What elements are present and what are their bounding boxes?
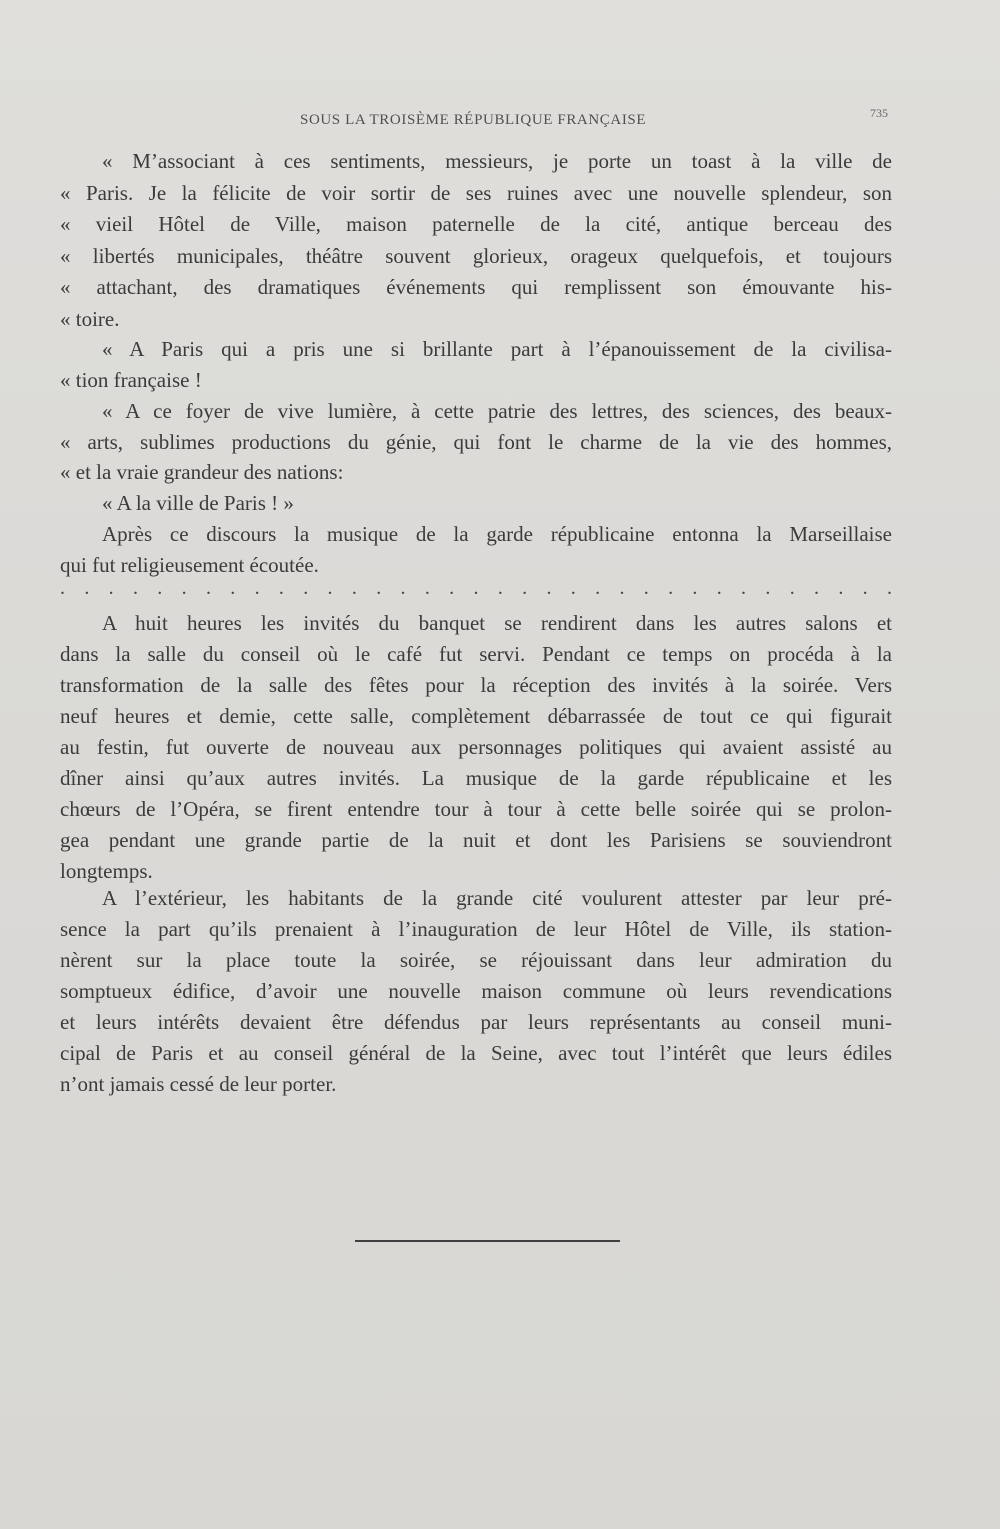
text-line: « A la ville de Paris ! »	[102, 491, 294, 515]
text-line: « attachant, des dramatiques événements qui remplissent son émouvante his-	[60, 275, 892, 299]
text-line: au festin, fut ouverte de nouveau aux personnages politiques qui avaient assisté au	[60, 735, 892, 759]
text-line: dîner ainsi qu’aux autres invités. La musique de la garde républicaine et les	[60, 766, 892, 790]
text-line: « arts, sublimes productions du génie, qui font le charme de la vie des hommes,	[60, 430, 892, 454]
text-line: « et la vraie grandeur des nations:	[60, 460, 344, 484]
text-line: longtemps.	[60, 859, 153, 883]
text-line: n’ont jamais cessé de leur porter.	[60, 1072, 337, 1096]
text-line: Après ce discours la musique de la garde républicaine entonna la Marseillaise	[102, 522, 892, 546]
running-title: SOUS LA TROISÈME RÉPUBLIQUE FRANÇAISE	[300, 112, 647, 128]
text-line: A l’extérieur, les habitants de la grande cité voulurent attester par leur pré-	[102, 886, 892, 910]
text-line: « M’associant à ces sentiments, messieurs, je porte un toast à la ville de	[102, 149, 892, 173]
text-line: « libertés municipales, théâtre souvent glorieux, orageux quelquefois, et toujours	[60, 244, 892, 268]
text-line: dans la salle du conseil où le café fut servi. Pendant ce temps on procéda à la	[60, 642, 892, 666]
text-line: « vieil Hôtel de Ville, maison paternelle de la cité, antique berceau des	[60, 212, 892, 236]
separator-dots: . . . . . . . . . . . . . . . . . . . . . . . . . . . . . . . . . . .	[60, 577, 892, 599]
text-line: qui fut religieusement écoutée.	[60, 553, 319, 577]
text-line: « tion française !	[60, 368, 202, 392]
text-line: « A ce foyer de vive lumière, à cette patrie des lettres, des sciences, des beaux-	[102, 399, 892, 423]
text-line: « A Paris qui a pris une si brillante part à l’épanouissement de la civilisa-	[102, 337, 892, 361]
text-line: nèrent sur la place toute la soirée, se réjouissant dans leur admiration du	[60, 948, 892, 972]
text-line: transformation de la salle des fêtes pour la réception des invités à la soirée. Vers	[60, 673, 892, 697]
text-line: neuf heures et demie, cette salle, complètement débarrassée de tout ce qui figurait	[60, 704, 892, 728]
text-line: chœurs de l’Opéra, se firent entendre tour à tour à cette belle soirée qui se prolon-	[60, 797, 892, 821]
text-line: et leurs intérêts devaient être défendus par leurs représentants au conseil muni-	[60, 1010, 892, 1034]
end-rule	[355, 1240, 620, 1242]
text-line: A huit heures les invités du banquet se rendirent dans les autres salons et	[102, 611, 892, 635]
page-number: 735	[870, 106, 888, 120]
text-line: gea pendant une grande partie de la nuit et dont les Parisiens se souviendront	[60, 828, 892, 852]
text-line: « Paris. Je la félicite de voir sortir de ses ruines avec une nouvelle splendeur, son	[60, 181, 892, 205]
text-line: cipal de Paris et au conseil général de la Seine, avec tout l’intérêt que leurs édiles	[60, 1041, 892, 1065]
text-line: sence la part qu’ils prenaient à l’inauguration de leur Hôtel de Ville, ils station-	[60, 917, 892, 941]
text-line: somptueux édifice, d’avoir une nouvelle maison commune où leurs revendications	[60, 979, 892, 1003]
text-line: « toire.	[60, 307, 120, 331]
running-head	[0, 106, 1000, 132]
